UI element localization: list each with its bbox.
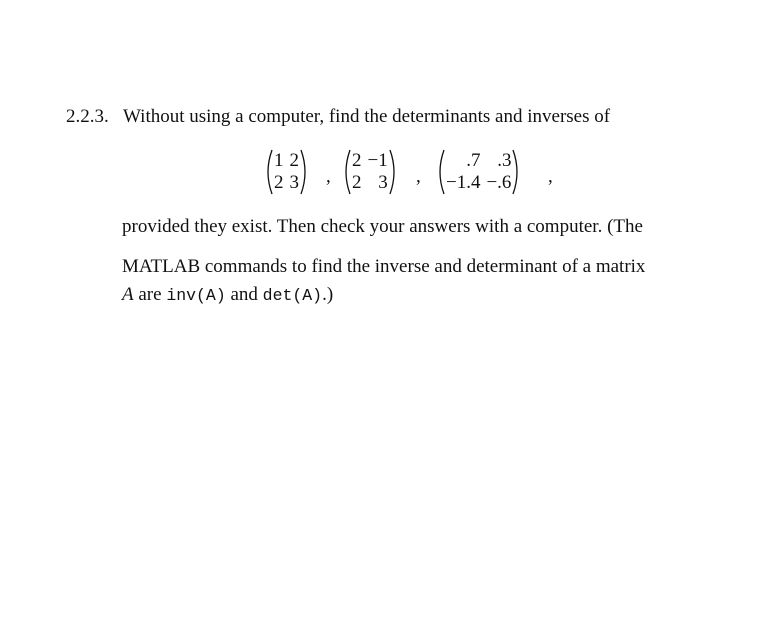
left-paren (340, 148, 352, 196)
matrix-2-cell: 2 (352, 150, 362, 171)
matrix-3-cell: .7 (466, 150, 481, 171)
matrix-1-cell: 2 (289, 150, 299, 171)
right-paren (299, 148, 311, 196)
matrix-1 (262, 148, 311, 196)
inv-command: inv(A) (166, 286, 226, 305)
separator-comma: , (416, 166, 421, 187)
matrix-variable: A (122, 284, 134, 305)
separator-comma: , (548, 166, 553, 187)
problem-intro: Without using a computer, find the determinants and inverses of (123, 106, 611, 127)
problem-text-line (122, 284, 333, 307)
matrix-1-cell: 2 (274, 172, 284, 193)
matrix-1-cell: 3 (289, 172, 299, 193)
left-paren (434, 148, 446, 196)
det-command: det(A) (262, 286, 323, 305)
matrix-2-cell: 2 (352, 172, 362, 193)
matrix-1-cell: 1 (274, 150, 284, 171)
text-fragment: and (225, 284, 263, 305)
separator-comma: , (326, 166, 331, 187)
right-paren (511, 148, 523, 196)
text-fragment: are (133, 284, 167, 305)
problem-text-line: provided they exist. Then check your answers with a computer. (The (122, 216, 643, 237)
problem-text-line: MATLAB commands to find the inverse and determinant of a matrix (122, 256, 646, 277)
matrix-2 (340, 148, 400, 196)
problem-number: 2.2.3. (66, 106, 109, 127)
right-paren (388, 148, 400, 196)
matrix-2-cell: 3 (378, 172, 388, 193)
matrix-3-cell: .3 (497, 150, 512, 171)
text-fragment: .) (322, 284, 334, 305)
matrix-3-cell: −.6 (486, 172, 512, 193)
matrix-3 (434, 148, 523, 196)
matrix-3-cell: −1.4 (446, 172, 481, 193)
left-paren (262, 148, 274, 196)
matrix-2-cell: −1 (367, 150, 388, 171)
